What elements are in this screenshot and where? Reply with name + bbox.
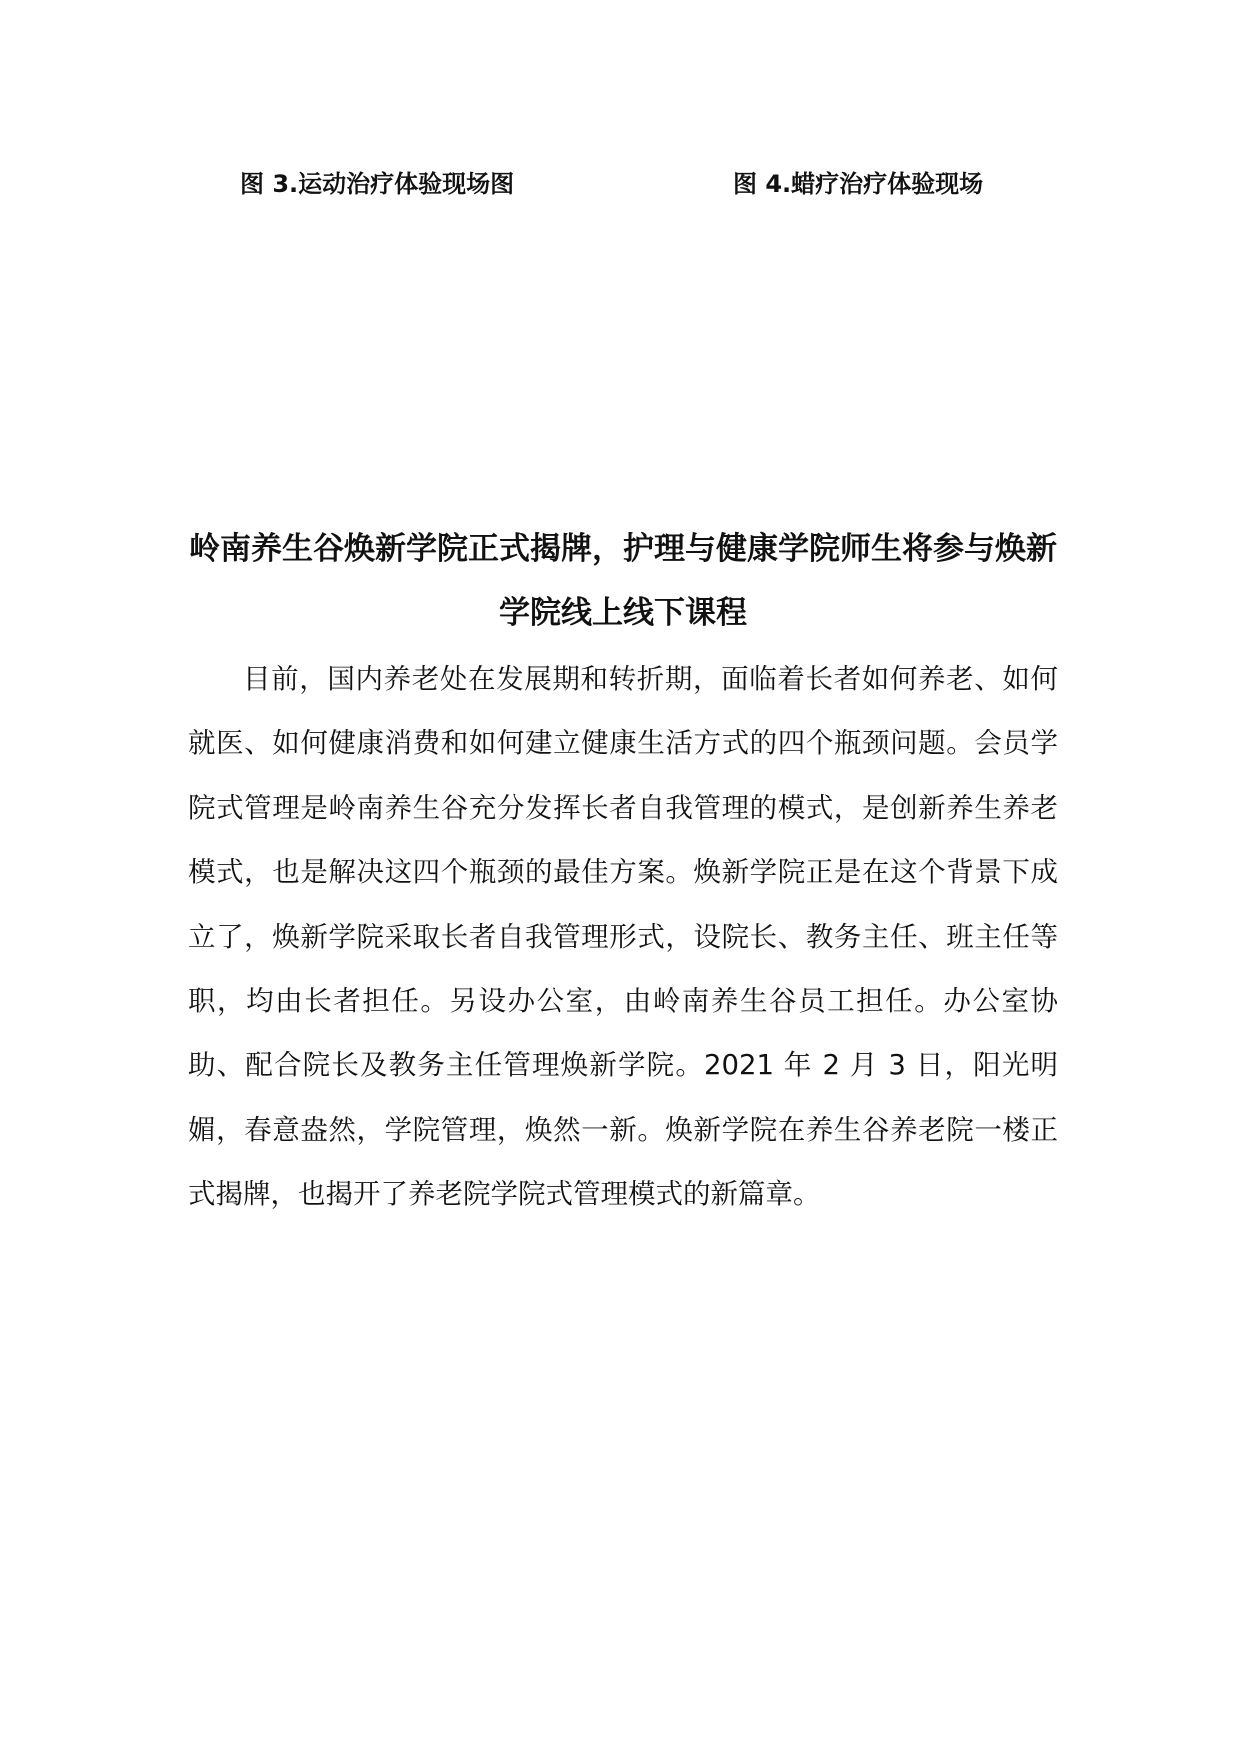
article-body: 目前，国内养老处在发展期和转折期，面临着长者如何养老、如何就医、如何健康消费和如何建立健康生活方式的四个瓶颈问题。会员学院式管理是岭南养生谷充分发挥长者自我管理的模式，是创新养生养老模式，也是解决这四个瓶颈的最佳方案。焕新学院正是在这个背景下成立了，焕新学院采取长者自我管理形式，设院长、教务主任、班主任等职，均由长者担任。另设办公室，由岭南养生谷员工担任。办公室协助、配合院长及教务主任管理焕新学院。2021 年 2 月 3 日，阳光明媚，春意盎然，学院管理，焕然一新。焕新学院在养生谷养老院一楼正式揭牌，也揭开了养老院学院式管理模式的新篇章。 (188, 663, 1058, 1211)
figure-4-caption: 图 4.蜡疗治疗体验现场 (733, 170, 984, 198)
figure-3-caption: 图 3.运动治疗体验现场图 (240, 170, 515, 198)
article-title: 岭南养生谷焕新学院正式揭牌，护理与健康学院师生将参与焕新学院线上线下课程 (189, 531, 1057, 631)
news-article (188, 517, 1058, 1227)
